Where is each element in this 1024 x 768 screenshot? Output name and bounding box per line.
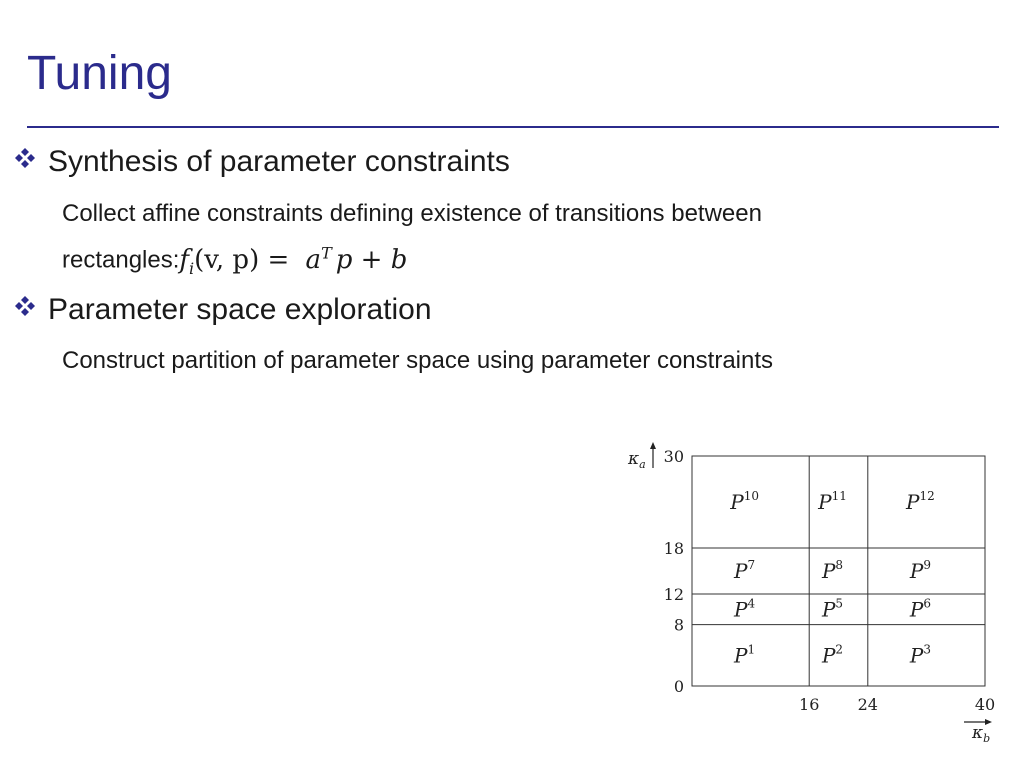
y-tick-label: 0 (673, 677, 684, 696)
y-axis-ticks (664, 447, 684, 696)
bullet-synthesis (14, 147, 510, 177)
y-tick-label: 18 (663, 539, 684, 558)
y-axis-label: $\kappa_a$ (628, 449, 646, 471)
four-diamond-bullet-icon (14, 295, 36, 317)
region-label-p11: $P^{11}$ (818, 489, 847, 514)
region-label-p8: $P^8$ (821, 558, 844, 583)
region-label-p7: $P^7$ (734, 558, 756, 583)
bullet-heading-synthesis: Synthesis of parameter constraints (48, 145, 510, 178)
bullet-heading-exploration: Parameter space exploration (48, 293, 432, 326)
region-label-p2: $P^2$ (821, 642, 844, 668)
synthesis-text-rectangles: rectangles: (62, 246, 180, 274)
x-tick-label: 16 (799, 695, 820, 714)
region-label-p3: $P^3$ (909, 642, 931, 668)
synthesis-text-line1: Collect affine constraints defining existence of transitions between (62, 200, 762, 227)
exploration-text-line1: Construct partition of parameter space using parameter constraints (62, 347, 774, 374)
parameter-partition-diagram (600, 430, 1010, 750)
x-tick-label: 40 (974, 695, 996, 714)
region-label-p12: $P^{12}$ (906, 489, 935, 514)
title-divider (27, 126, 999, 128)
x-axis-ticks (799, 695, 995, 714)
region-label-p10: $P^{10}$ (730, 489, 759, 514)
y-axis-arrow (650, 442, 656, 468)
four-diamond-bullet-icon (14, 147, 36, 169)
y-tick-label: 8 (673, 615, 684, 635)
slide-title: Tuning (27, 47, 172, 100)
x-tick-label: 24 (857, 695, 878, 714)
x-axis-label: $\kappa_b$ (972, 723, 991, 745)
y-tick-label: 30 (663, 447, 684, 466)
affine-formula: $f_i(v$, $p) = a^T$ p + b (179, 243, 408, 278)
region-label-p1: $P^1$ (734, 642, 756, 668)
synthesis-text-line2 (62, 245, 407, 277)
region-label-p9: $P^9$ (909, 558, 931, 583)
region-label-p6: $P^6$ (909, 596, 931, 622)
bullet-exploration (14, 295, 432, 325)
region-label-p5: $P^5$ (821, 596, 844, 622)
partition-cells (729, 489, 935, 667)
y-tick-label: 12 (663, 585, 684, 604)
region-label-p4: $P^4$ (734, 596, 756, 622)
